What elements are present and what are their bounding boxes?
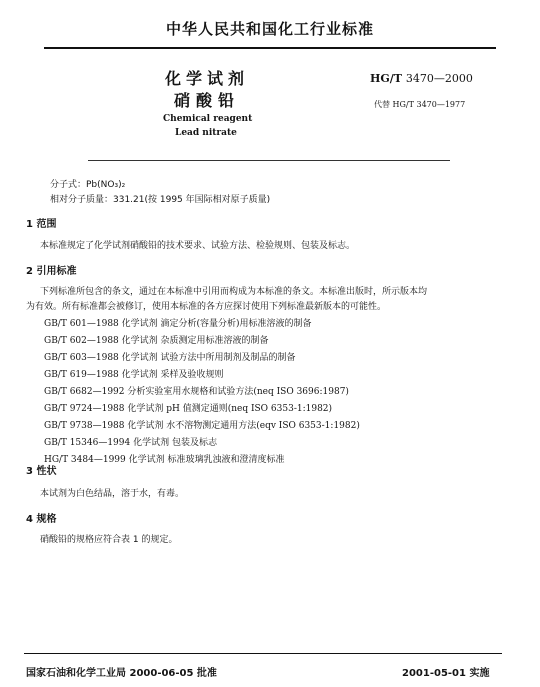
standard-number xyxy=(370,72,473,85)
section-1-title: 1 范围 xyxy=(26,219,57,230)
section-2-intro-line1: 下列标准所包含的条文，通过在本标准中引用而构成为本标准的条文。本标准出版时，所示版本均 xyxy=(40,287,428,297)
section-3-body: 本试剂为白色结晶，溶于水，有毒。 xyxy=(40,489,185,499)
molecular-mass: 相对分子质量：331.21(按 1995 年国际相对原子质量) xyxy=(50,195,271,205)
title-cn-line1: 化学试剂 xyxy=(165,69,250,88)
section-4-body: 硝酸铅的规格应符合表 1 的规定。 xyxy=(40,535,178,545)
reference-item: HG/T 3484—1999 化学试剂 标准玻璃乳浊液和澄清度标准 xyxy=(44,455,285,465)
title-cn-line2: 硝酸铅 xyxy=(174,91,241,110)
section-4-title: 4 规格 xyxy=(26,514,57,525)
replaces-standard: 代替 HG/T 3470—1977 xyxy=(374,100,466,109)
reference-item: GB/T 602—1988 化学试剂 杂质测定用标准溶液的制备 xyxy=(44,336,269,346)
section-1-body: 本标准规定了化学试剂硝酸铅的技术要求、试验方法、检验规则、包装及标志。 xyxy=(40,241,356,251)
reference-item: GB/T 601—1988 化学试剂 滴定分析(容量分析)用标准溶液的制备 xyxy=(44,319,312,329)
reference-item: GB/T 9738—1988 化学试剂 水不溶物测定通用方法(eqv ISO 6353-1:1982) xyxy=(44,421,360,431)
section-3-title: 3 性状 xyxy=(26,466,57,477)
standard-prefix: HG/T xyxy=(370,72,402,85)
reference-item: GB/T 603—1988 化学试剂 试验方法中所用制剂及制品的制备 xyxy=(44,353,296,363)
implementation-date: 2001-05-01 实施 xyxy=(402,668,490,679)
footer-rule xyxy=(24,653,502,654)
molecular-formula: 分子式：Pb(NO₃)₂ xyxy=(50,180,126,190)
document-header: 中华人民共和国化工行业标准 xyxy=(165,20,374,38)
reference-item: GB/T 619—1988 化学试剂 采样及验收规则 xyxy=(44,370,224,380)
title-en-line1: Chemical reagent xyxy=(163,114,253,124)
approval-info: 国家石油和化学工业局 2000-06-05 批准 xyxy=(26,668,217,679)
header-rule xyxy=(44,47,496,49)
section-2-intro-line2: 为有效。所有标准都会被修订，使用本标准的各方应探讨使用下列标准最新版本的可能性。 xyxy=(26,302,387,312)
title-en-line2: Lead nitrate xyxy=(175,128,237,138)
reference-item: GB/T 9724—1988 化学试剂 pH 值测定通则(neq ISO 6353-1:1982) xyxy=(44,404,333,414)
standard-number-value: 3470—2000 xyxy=(405,72,473,85)
section-2-title: 2 引用标准 xyxy=(26,266,77,277)
reference-item: GB/T 15346—1994 化学试剂 包装及标志 xyxy=(44,438,217,448)
reference-item: GB/T 6682—1992 分析实验室用水规格和试验方法(neq ISO 3696:1987) xyxy=(44,387,349,397)
title-rule xyxy=(88,160,450,161)
